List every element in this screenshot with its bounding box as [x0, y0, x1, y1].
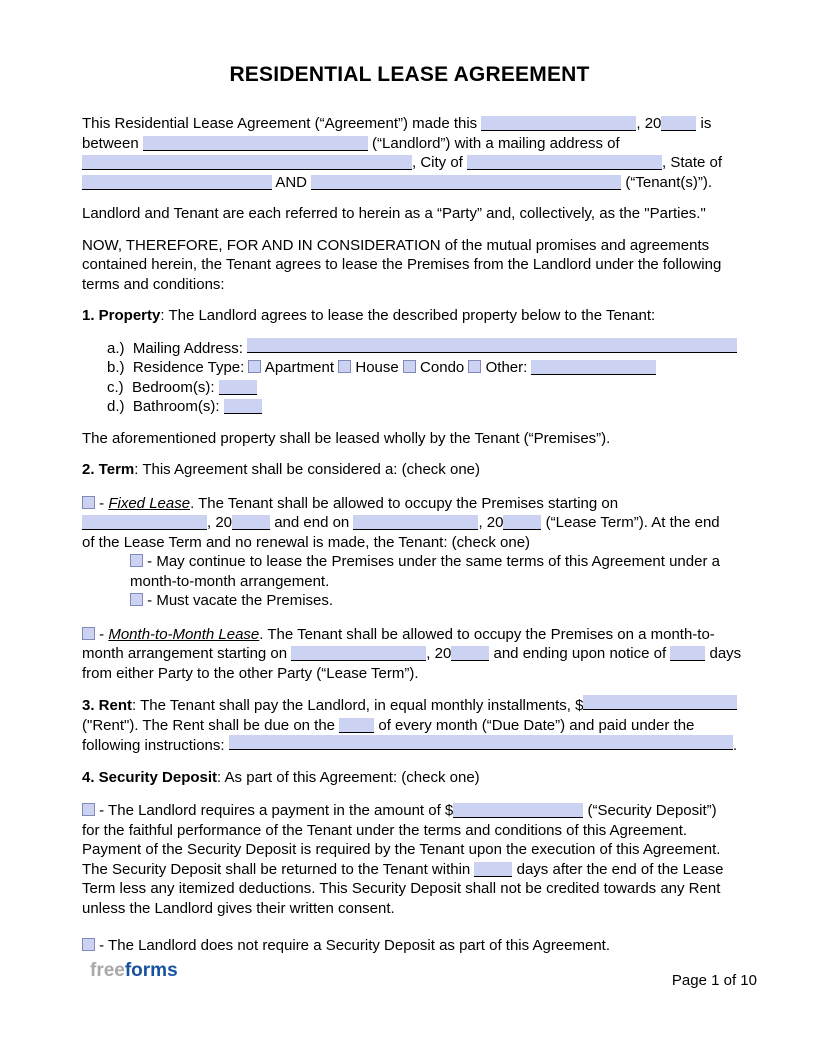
text-run: Payment of the Security Deposit is required by the Tenant upon the execution of this Agreement. [82, 841, 721, 858]
month-to-month-paragraph [82, 625, 742, 684]
text-run: - The Landlord does not require a Security Deposit as part of this Agreement. [95, 937, 611, 954]
text-line [82, 204, 737, 224]
landlord-address-field[interactable] [82, 155, 412, 170]
month-to-month-checkbox[interactable] [82, 627, 95, 640]
consideration-paragraph [82, 236, 737, 295]
tenant-names-field[interactable] [311, 175, 621, 190]
text-run: of the Lease Term and no renewal is made, the Tenant: (check one) [82, 533, 531, 551]
house-checkbox[interactable] [338, 360, 351, 373]
property-item-mailing-address [82, 338, 737, 359]
text-run: days after the end of the Lease [512, 860, 724, 878]
intro-paragraph [82, 114, 737, 192]
lease-end-year-field[interactable] [503, 515, 541, 530]
parties-paragraph [82, 204, 737, 224]
lease-end-date-field[interactable] [353, 515, 478, 530]
landlord-city-field[interactable] [467, 155, 662, 170]
property-item-bedrooms [82, 378, 737, 398]
document-content [82, 63, 742, 956]
text-run: between [82, 134, 143, 152]
no-deposit-checkbox[interactable] [82, 938, 95, 951]
rent-due-day-field[interactable] [339, 718, 374, 733]
text-line [82, 879, 737, 899]
logo-forms-text: forms [124, 960, 178, 981]
text-run: (“Security Deposit”) [583, 802, 717, 819]
page-title: RESIDENTIAL LEASE AGREEMENT [229, 63, 590, 86]
text-line [82, 460, 737, 480]
payment-instructions-field[interactable] [229, 735, 733, 750]
text-run: - Must vacate the Premises. [143, 592, 334, 609]
text-line [82, 429, 737, 449]
text-run: Other: [481, 359, 532, 376]
text-run: , 20 [426, 645, 452, 662]
section-label: 2. Term [82, 461, 135, 478]
text-run: from either Party to the other Party (“Lease Term”). [82, 664, 419, 682]
text-line [82, 513, 737, 533]
text-run: . The Tenant shall be allowed to occupy the Premises starting on [190, 494, 619, 512]
agreement-year-field[interactable] [661, 116, 696, 131]
text-run: unless the Landlord gives their written consent. [82, 899, 395, 917]
page-number-label: Page 1 of 10 [671, 972, 757, 989]
text-run: - [95, 494, 109, 512]
text-line [82, 625, 737, 645]
text-line [82, 695, 737, 716]
text-run: House [351, 359, 403, 376]
text-line [82, 821, 737, 841]
text-run: , 20 [207, 514, 233, 531]
freeforms-logo [90, 960, 178, 982]
text-run: , 20 [636, 115, 662, 132]
text-run: and ending upon notice of [489, 645, 671, 662]
lease-start-year-field[interactable] [232, 515, 270, 530]
agreement-day-field[interactable] [481, 116, 636, 131]
text-line [82, 306, 737, 326]
text-line [107, 338, 737, 359]
text-run: The Security Deposit shall be returned to the Tenant within [82, 860, 475, 878]
notice-days-field[interactable] [670, 646, 705, 661]
lease-start-date-field[interactable] [82, 515, 207, 530]
text-run: - [95, 625, 109, 643]
condo-checkbox[interactable] [403, 360, 416, 373]
text-line [82, 236, 737, 256]
text-run: month arrangement starting on [82, 645, 292, 662]
landlord-name-field[interactable] [143, 136, 368, 151]
document-body [82, 114, 742, 956]
must-vacate-checkbox[interactable] [130, 593, 143, 606]
section-4-security-heading [82, 768, 737, 788]
text-line [82, 840, 737, 860]
text-run: - The Landlord requires a payment in the amount of $ [95, 802, 454, 819]
section-2-term-heading [82, 460, 737, 480]
section-3-rent-paragraph [82, 695, 737, 756]
text-line [82, 899, 737, 919]
property-address-field[interactable] [247, 338, 737, 353]
text-line [82, 255, 737, 275]
text-run: Apartment [261, 359, 339, 376]
text-run: : The Landlord agrees to lease the described property below to the Tenant: [160, 307, 656, 324]
text-run: (“Lease Term”). At the end [541, 514, 720, 531]
section-label: 4. Security Deposit [82, 768, 218, 786]
text-run: NOW, THEREFORE, FOR AND IN CONSIDERATION of the mutual promises and agreements [82, 236, 710, 254]
section-label: 3. Rent [82, 697, 133, 714]
text-run: . [732, 737, 737, 754]
text-run: The aforementioned property shall be leased wholly by the Tenant (“Premises”). [82, 429, 611, 447]
text-line [130, 572, 737, 592]
bathrooms-field[interactable] [224, 399, 262, 414]
text-run: and end on [270, 514, 354, 531]
text-run: , 20 [478, 514, 504, 531]
text-run: : This Agreement shall be considered a: (check one) [134, 461, 480, 478]
text-run: following instructions: [82, 737, 229, 754]
text-run: ("Rent"). The Rent shall be due on the [82, 716, 340, 734]
mtm-start-year-field[interactable] [451, 646, 489, 661]
deposit-required-checkbox[interactable] [82, 803, 95, 816]
text-run: (“Tenant(s)”). [621, 173, 713, 191]
text-line [82, 114, 737, 134]
text-line [107, 358, 737, 378]
text-run: , State of [662, 154, 723, 171]
text-run: days [705, 645, 742, 662]
fixed-lease-checkbox[interactable] [82, 496, 95, 509]
text-line [82, 735, 737, 756]
premises-paragraph [82, 429, 737, 449]
rent-amount-field[interactable] [583, 695, 737, 710]
text-run: b.) Residence Type: [107, 359, 249, 376]
text-run: : As part of this Agreement: (check one) [217, 768, 480, 786]
text-line [82, 801, 737, 821]
text-run: Landlord and Tenant are each referred to herein as a “Party” and, collectively, as the "Parties." [82, 205, 706, 222]
other-residence-checkbox[interactable] [468, 360, 481, 373]
text-line [82, 936, 737, 956]
security-deposit-required-paragraph [82, 801, 737, 918]
text-line [130, 591, 737, 611]
text-run: for the faithful performance of the Tenant under the terms and conditions of this Agreement. [82, 821, 688, 839]
text-line [82, 644, 742, 664]
text-run: , City of [412, 154, 468, 171]
fixed-lease-label: Fixed Lease [108, 494, 191, 512]
text-run: Term less any itemized deductions. This Security Deposit shall not be credited towards any Rent [82, 880, 721, 897]
text-run: terms and conditions: [82, 275, 225, 293]
landlord-state-field[interactable] [82, 175, 272, 190]
text-line [107, 378, 737, 398]
text-line [82, 716, 737, 736]
text-run: This Residential Lease Agreement (“Agreement”) made this [82, 115, 482, 132]
deposit-return-days-field[interactable] [474, 862, 512, 877]
section-label: 1. Property [82, 307, 161, 324]
text-line [82, 134, 737, 154]
text-line [82, 664, 737, 684]
fixed-lease-paragraph [82, 494, 737, 553]
text-run: of every month (“Due Date”) and paid under the [374, 716, 695, 734]
text-run: month-to-month arrangement. [130, 572, 330, 590]
fixed-lease-option-continue [82, 552, 737, 591]
text-line [82, 533, 737, 553]
property-item-residence-type [82, 358, 737, 378]
fixed-lease-option-vacate [82, 591, 737, 611]
other-residence-field[interactable] [531, 360, 656, 375]
security-deposit-amount-field[interactable] [453, 803, 583, 818]
text-run: Condo [415, 359, 469, 376]
text-run: d.) Bathroom(s): [107, 398, 224, 415]
text-run: - May continue to lease the Premises under the same terms of this Agreement under a [143, 553, 720, 570]
month-to-month-label: Month-to-Month Lease [108, 625, 260, 643]
text-run: c.) Bedroom(s): [107, 378, 219, 396]
text-line [82, 768, 737, 788]
apartment-checkbox[interactable] [248, 360, 261, 373]
text-line [82, 275, 737, 295]
logo-free-text: free [90, 960, 125, 981]
bedrooms-field[interactable] [219, 380, 257, 395]
text-line [107, 397, 737, 417]
may-continue-checkbox[interactable] [130, 554, 143, 567]
section-1-property-heading [82, 306, 737, 326]
text-line [82, 860, 737, 880]
text-run: AND [272, 173, 312, 191]
text-run: . The Tenant shall be allowed to occupy the Premises on a month-to- [259, 625, 715, 643]
text-run: a.) Mailing Address: [107, 339, 248, 357]
text-line [82, 153, 737, 173]
text-line [82, 494, 737, 514]
text-run: (“Landlord”) with a mailing address of [367, 134, 620, 152]
text-line [130, 552, 737, 572]
text-run: : The Tenant shall pay the Landlord, in equal monthly installments, $ [132, 697, 584, 714]
text-line [82, 173, 737, 193]
text-run: contained herein, the Tenant agrees to lease the Premises from the Landlord under the following [82, 256, 722, 273]
property-item-bathrooms [82, 397, 737, 417]
mtm-start-date-field[interactable] [291, 646, 426, 661]
security-deposit-not-required-paragraph [82, 936, 737, 956]
text-run: is [696, 115, 712, 132]
